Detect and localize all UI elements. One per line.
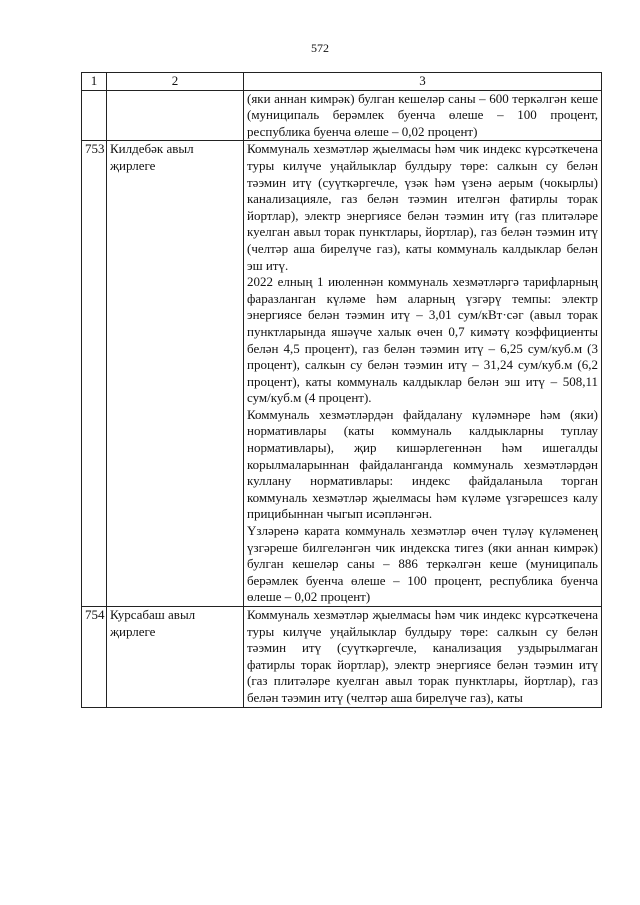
- paragraph: Коммуналь хезмәтләр җыелмасы һәм чик индекс күрсәткечена туры килүче уңайлыклар булдыру төре: салкын су белән тәэмин итү (суүткәргечле, канализация уздырылмаган фатирлы торак йортлар), электр энергиясе белән тәэмин итү (газ плитәләре куелган авыл торак пунктлары, йортлар), газ белән тәэмин итү (челтәр аша бирелүче газ), каты: [247, 607, 598, 705]
- settlement-name: Килдебәк авыл җирлеге: [107, 141, 244, 607]
- paragraph: 2022 елның 1 июленнән коммуналь хезмәтләргә тарифларның фаразланган күләме һәм аларның үзгәрү темпы: электр энергиясе белән тәэмин итү – 3,01 сум/кВт·сәг (авыл торак пунктларында яшәүче халык өчен 0,7 кимәтү коэффициенты белән 4,5 процент), газ белән тәэмин итү – 6,25 сум/куб.м (3 процент), салкын су белән тәэмин итү – 31,24 сум/куб.м (6,2 процент), каты коммуналь калдыклар белән эш итү – 508,11 сум/куб.м (4 процент).: [247, 274, 598, 406]
- column-header-3: 3: [244, 73, 602, 91]
- table-row-continuation: [82, 90, 602, 141]
- paragraph: Коммуналь хезмәтләрдән файдалану күләмнәре һәм (яки) нормативлары (каты коммуналь калдыкларны туплау нормативлары), җир кишәрлегеннән һәм ишегалды корылмаларыннан файдаланганда коммуналь хезмәтләрдән куллану нормативлары: индекс файдаланыла торган коммуналь хезмәтләр җыелмасы һәм күләме үзгәрешсез калу прицибыннан чыгып исәпләнгән.: [247, 406, 598, 522]
- page-number: 572: [311, 41, 329, 55]
- description-cell: [244, 607, 602, 708]
- description-cell: [244, 90, 602, 141]
- table-header-row: [82, 73, 602, 91]
- column-header-1: 1: [82, 73, 107, 91]
- column-header-2: 2: [107, 73, 244, 91]
- description-cell: [244, 141, 602, 607]
- row-number: 753: [82, 141, 107, 607]
- paragraph: Үзләренә карата коммуналь хезмәтләр өчен түләү күләменең үзгәреше билгеләнгән чик индекска тигез (яки аннан кимрәк) булган кешеләр саны – 886 теркәлгән кеше (муниципаль берәмлек буенча өлеше – 100 процент, республика буенча өлеше – 0,02 процент): [247, 523, 598, 605]
- table-row-753: [82, 141, 602, 607]
- settlement-name: Курсабаш авыл җирлеге: [107, 607, 244, 708]
- municipal-table: [81, 72, 602, 708]
- row-number: 754: [82, 607, 107, 708]
- paragraph: (яки аннан кимрәк) булган кешеләр саны – 600 теркәлгән кеше (муниципаль берәмлек буенча өлеше – 100 процент, республика буенча өлеше – 0,02 процент): [247, 90, 598, 139]
- table-row-754: [82, 607, 602, 708]
- settlement-name-cell: [107, 90, 244, 141]
- row-number-cell: [82, 90, 107, 141]
- paragraph: Коммуналь хезмәтләр җыелмасы һәм чик индекс күрсәткечена туры килүче уңайлыклар булдыру төре: салкын су белән тәэмин итү (суүткәргечле, үзәк һәм үзенә аерым (чокырлы) канализацияле, газ белән тәэмин ителгән фатирлы торак йортлар), электр энергиясе белән тәэмин итү (газ плитәләре куелган авыл торак пунктлары, йортлар), газ белән тәэмин итү (челтәр аша бирелүче газ), каты коммуналь калдыклар белән эш итү.: [247, 141, 598, 273]
